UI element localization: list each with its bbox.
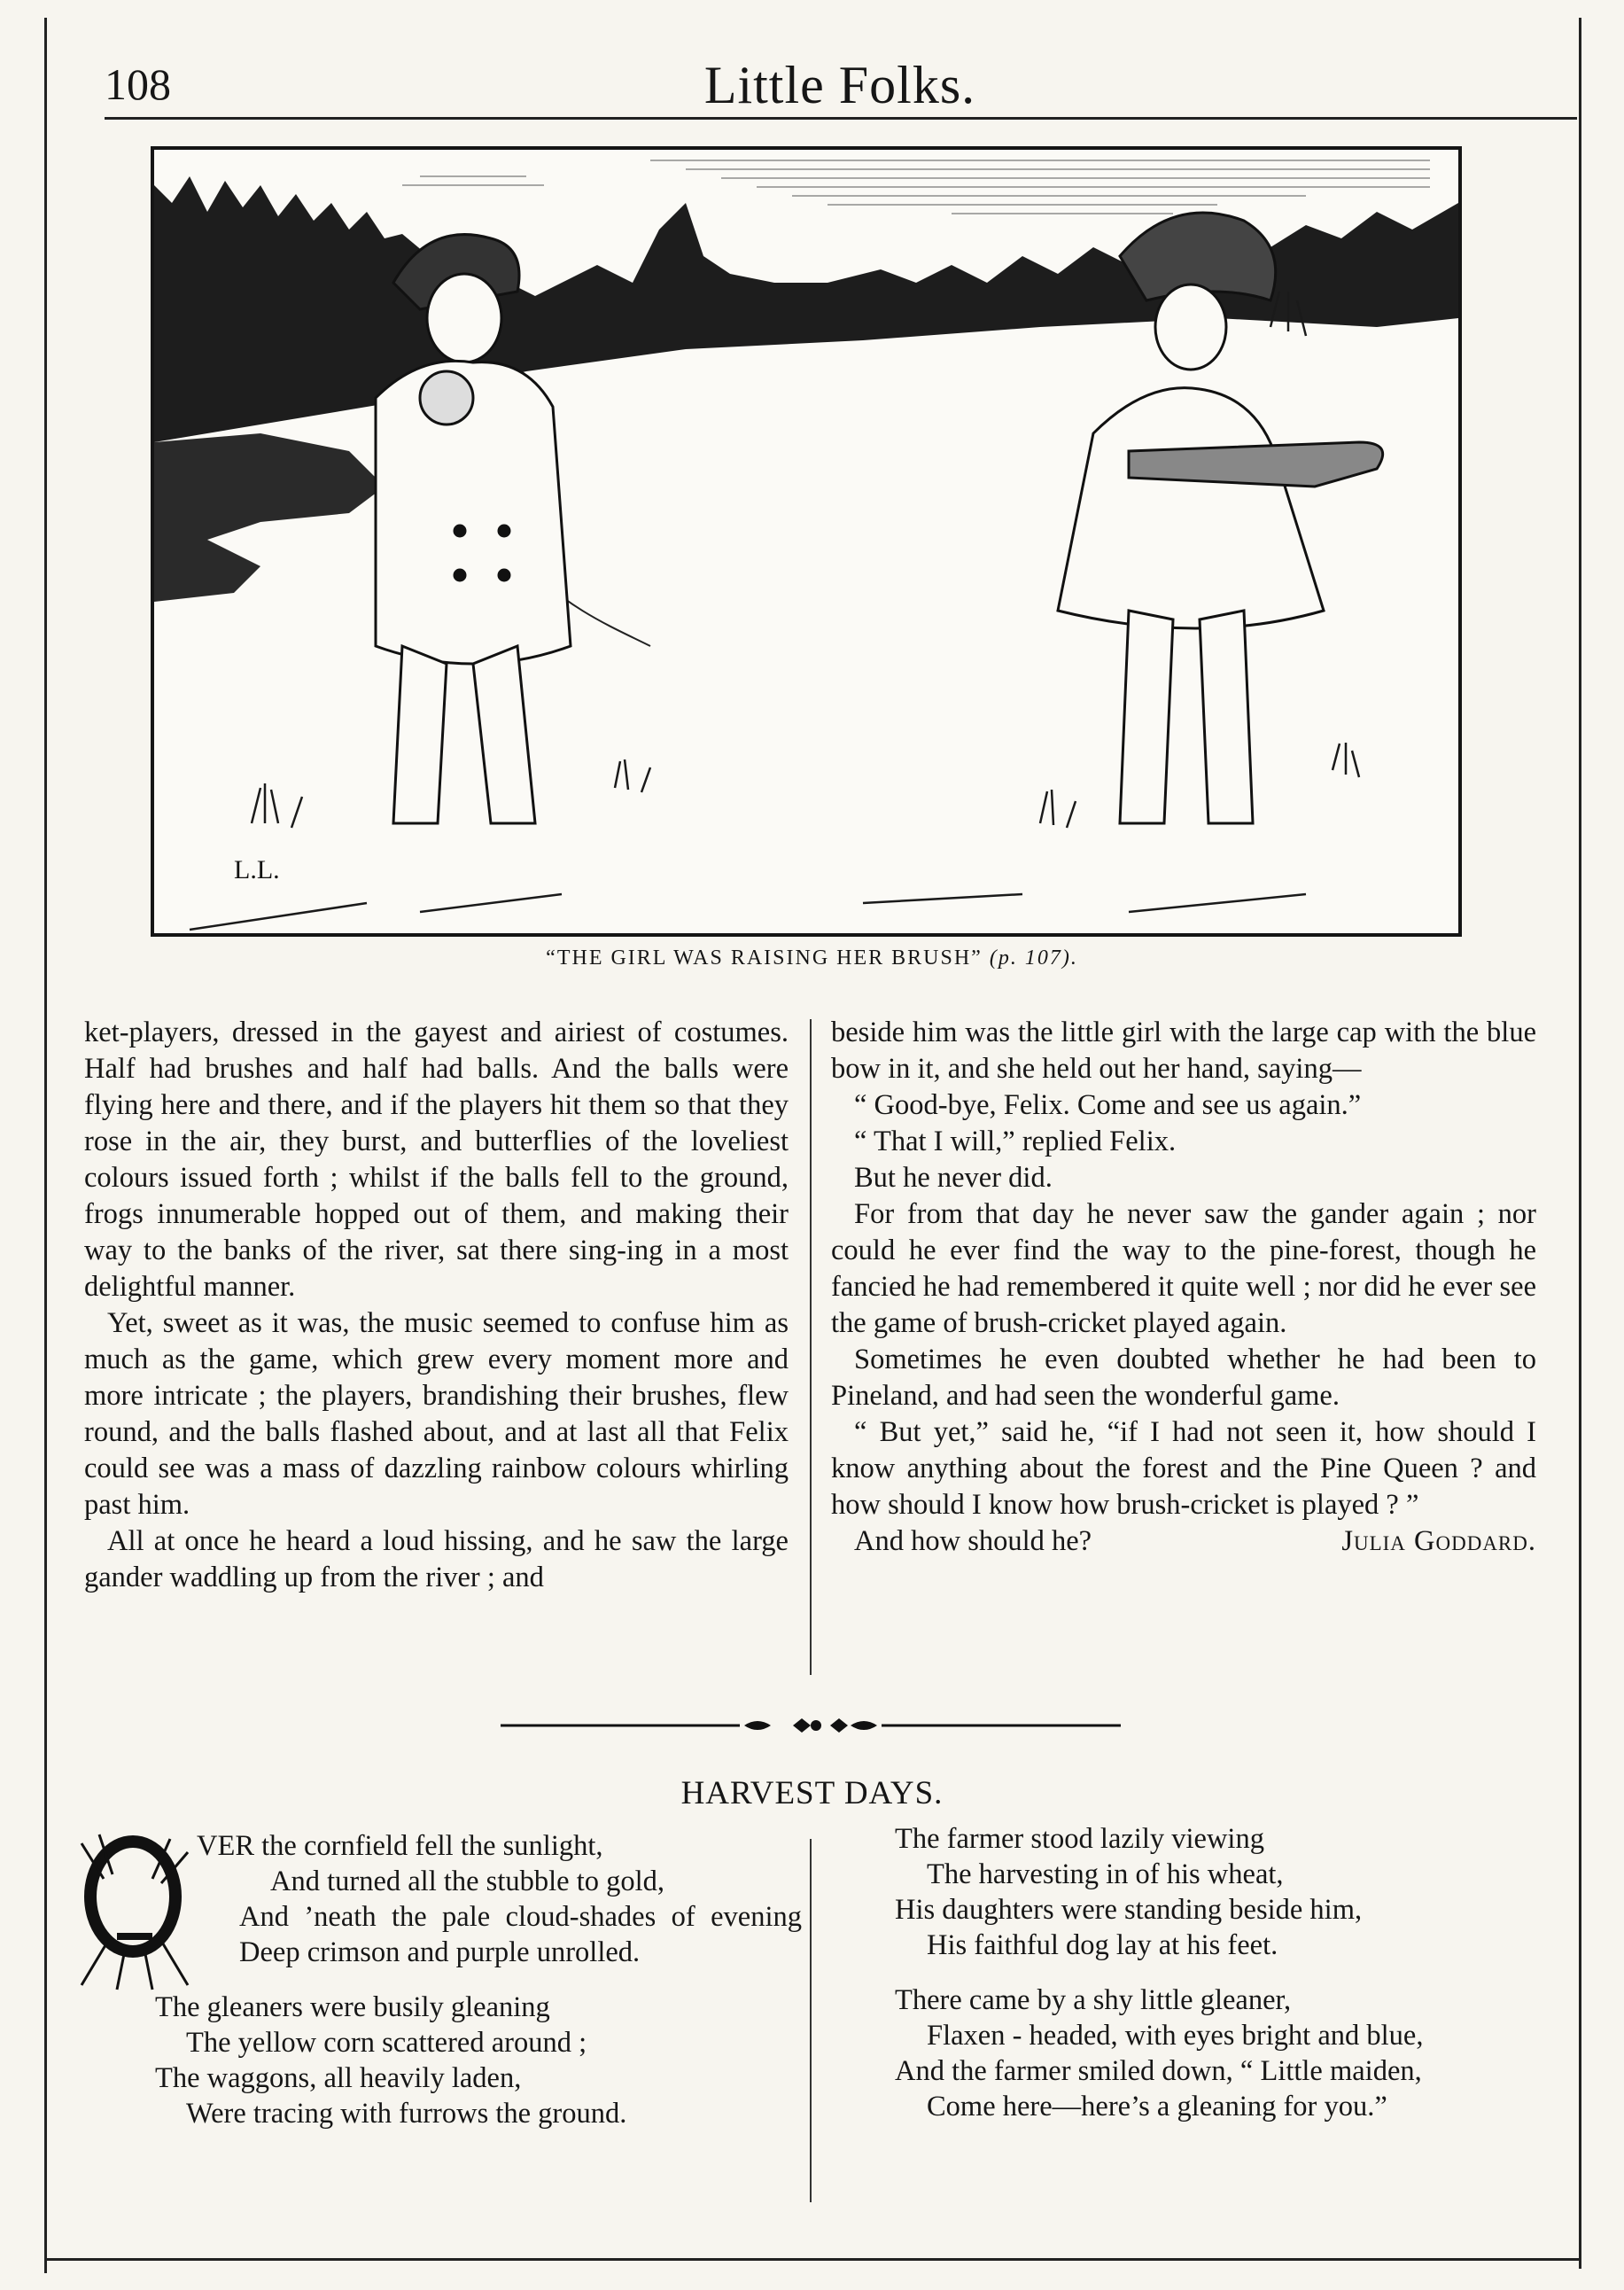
story-paragraph: ket-players, dressed in the gayest and airiest of costumes. Half had brushes and half had balls. And the balls were flying here and there, and if the players hit them so that they rose in the air, they burst, and butterflies of the loveliest colours issued forth ; whilst if the balls fell to the ground, frogs innumerable hopped out of them, and making their way to the banks of the river, sat there sing-ing in a most delightful manner. (84, 1016, 789, 1303)
caption-page-ref: (p. 107). (989, 946, 1078, 970)
poem-line: Were tracing with furrows the ground. (186, 2098, 627, 2130)
story-paragraph: beside him was the little girl with the large cap with the blue bow in it, and she held out her hand, saying— (831, 1016, 1536, 1085)
magazine-title: Little Folks. (703, 56, 976, 114)
story-paragraph: For from that day he never saw the gander again ; nor could he ever find the way to the pine-forest, though he fancied he had remembered it quite well ; nor did he ever see the game of brush-cricket played again. (831, 1198, 1536, 1339)
artist-initials: L.L. (234, 855, 280, 884)
author-signature: Julia Goddard. (1341, 1525, 1536, 1557)
closing-text: And how should he? (854, 1525, 1092, 1557)
story-paragraph: “ But yet,” said he, “if I had not seen it, how should I know anything about the forest and the Pine Queen ? and how should I know how brush-cricket is played ? ” (831, 1416, 1536, 1521)
page-frame-bottom (44, 2258, 1581, 2261)
poem-line: And ’neath the pale cloud-shades of evening (239, 1901, 802, 1933)
poem-line: Flaxen - headed, with eyes bright and blue, (927, 2020, 1424, 2052)
story-column-right (831, 1015, 1536, 1560)
page-frame-left (44, 18, 47, 2273)
poem-line: And the farmer smiled down, “ Little maiden, (895, 2055, 1422, 2087)
poem-column-right (895, 1821, 1550, 2124)
poem-line: His daughters were standing beside him, (895, 1894, 1363, 1926)
poem-line: His faithful dog lay at his feet. (927, 1929, 1278, 1961)
story-paragraph: Yet, sweet as it was, the music seemed to confuse him as much as the game, which grew every moment more and more intricate ; the players, brandishing their brushes, flew round, and the balls flashed about, and at last all that Felix could see was a mass of dazzling rainbow colours whirling past him. (84, 1307, 789, 1521)
poem-line: The harvesting in of his wheat, (927, 1858, 1284, 1890)
poem-line: Deep crimson and purple unrolled. (239, 1936, 641, 1968)
poem-line: The yellow corn scattered around ; (186, 2027, 587, 2059)
page-header (105, 55, 1575, 117)
closing-line (831, 1523, 1536, 1560)
page-frame-right (1579, 18, 1581, 2269)
column-divider (810, 1019, 812, 1675)
poem-line: Come here—here’s a gleaning for you.” (927, 2091, 1387, 2123)
story-column-left (84, 1015, 789, 1596)
poem-line: The farmer stood lazily viewing (895, 1823, 1264, 1855)
poem-line: VER the cornfield fell the sunlight, (197, 1830, 603, 1862)
page-number: 108 (105, 59, 171, 109)
illustration (151, 146, 1462, 937)
sky-hatching (402, 160, 1430, 214)
story-paragraph: “ That I will,” replied Felix. (854, 1126, 1177, 1157)
poem-line: The waggons, all heavily laden, (155, 2062, 522, 2094)
story-paragraph: Sometimes he even doubted whether he had been to Pineland, and had seen the wonderful game. (831, 1344, 1536, 1412)
poem-title: HARVEST DAYS. (680, 1775, 944, 1811)
poem-line: The gleaners were busily gleaning (155, 1991, 550, 2023)
poem-column-left (151, 1828, 802, 2131)
header-rule (105, 117, 1577, 120)
section-ornament (501, 1715, 1121, 1736)
illustration-drawing (154, 150, 1458, 933)
story-paragraph: But he never did. (854, 1162, 1053, 1194)
poem-column-divider (810, 1839, 812, 2202)
poem-line: There came by a shy little gleaner, (895, 1984, 1292, 2016)
river (154, 433, 385, 602)
story-paragraph: “ Good-bye, Felix. Come and see us again.” (854, 1089, 1362, 1121)
illustration-caption (0, 946, 1624, 970)
story-paragraph: All at once he heard a loud hissing, and he saw the large gander waddling up from the river ; and (84, 1525, 789, 1593)
poem-line: And turned all the stubble to gold, (270, 1865, 665, 1897)
caption-text: “THE GIRL WAS RAISING HER BRUSH” (546, 946, 983, 970)
tree-line (154, 176, 1458, 442)
